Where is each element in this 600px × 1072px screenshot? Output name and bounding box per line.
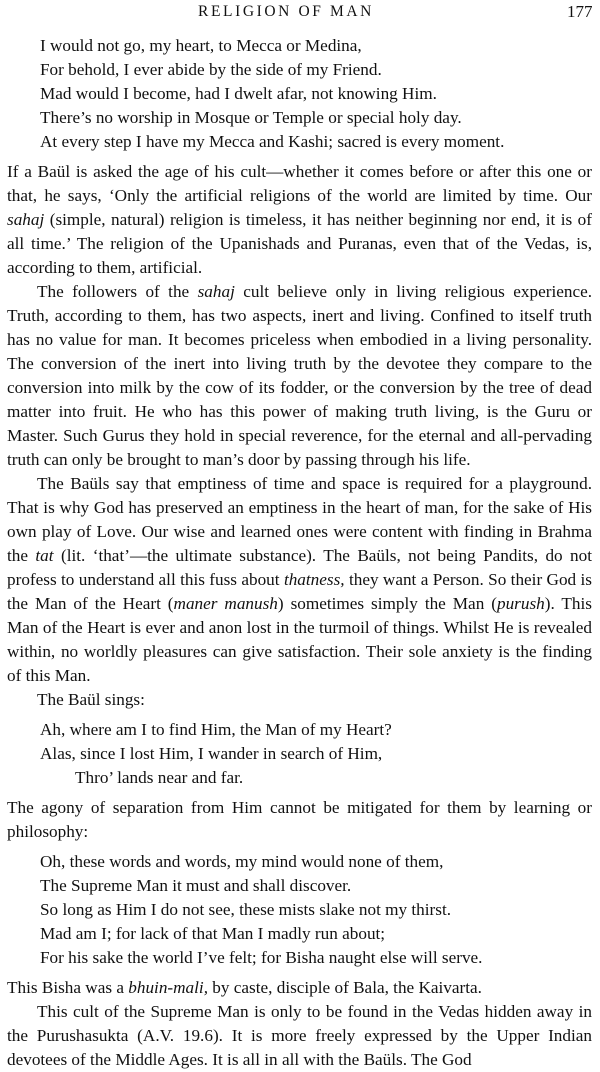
italic-term: sahaj xyxy=(197,282,235,301)
text-run: The followers of the xyxy=(37,282,198,301)
verse-line: Thro’ lands near and far. xyxy=(75,768,244,787)
paragraph-baul-sings: The Baül sings: xyxy=(37,690,145,709)
paragraph-supreme-man-cult: This cult of the Supreme Man is only to be found in the Vedas hidden away in the Purushasukta (A.V. 19.6). It is more freely expressed by the Upper Indian devotees of the Middle Ages. It is all in all with the Baüls. The God xyxy=(7,1002,592,1069)
text-run: (lit. ‘that’—the ultimate substance). The Baüls, not being Pandits, do not profess to understand all this fuss about xyxy=(7,546,592,589)
italic-term: sahaj xyxy=(7,210,45,229)
text-run: they want a Person. So their God is the Man of the Heart ( xyxy=(7,570,592,613)
verse-line: For behold, I ever abide by the side of my Friend. xyxy=(40,60,382,79)
verse-line: For his sake the world I’ve felt; for Bisha naught else will serve. xyxy=(40,948,483,967)
verse-line: Mad am I; for lack of that Man I madly run about; xyxy=(40,924,386,943)
page-header xyxy=(0,0,600,24)
page-number: 177 xyxy=(567,2,593,21)
verse-line: Ah, where am I to find Him, the Man of my Heart? xyxy=(40,720,392,739)
text-run: If a Baül is asked the age of his cult—whether it comes before or after this one or that, he says, ‘Only the artificial religions of the world are limited by time. Our xyxy=(7,162,592,205)
verse-line: Alas, since I lost Him, I wander in search of Him, xyxy=(40,744,383,763)
verse-line: I would not go, my heart, to Mecca or Medina, xyxy=(40,36,362,55)
paragraph-emptiness xyxy=(7,472,592,688)
text-run: This Bisha was a xyxy=(7,978,129,997)
text-run: The Baüls say that emptiness of time and space is required for a playground. That is why God has preserved an emptiness in the heart of man, for the sake of His own play of Love. Our wise and learned ones were content with finding in Brahma the xyxy=(7,474,592,565)
paragraph-agony: The agony of separation from Him cannot be mitigated for them by learning or philosophy: xyxy=(7,798,592,841)
verse-mecca xyxy=(7,34,592,154)
verse-supreme-man xyxy=(7,850,592,970)
text-run: (simple, natural) religion is timeless, it has neither beginning nor end, it is of all time.’ The religion of the Upanishads and Puranas, even that of the Vedas, is, according to them, artificial. xyxy=(7,210,592,277)
running-title: RELIGION OF MAN xyxy=(198,3,374,20)
verse-line: Mad would I become, had I dwelt afar, not knowing Him. xyxy=(40,84,437,103)
verse-man-of-heart xyxy=(7,718,592,790)
italic-term: thatness, xyxy=(283,570,345,589)
italic-term: maner manush xyxy=(173,594,278,613)
text-run: ) sometimes simply the Man ( xyxy=(277,594,497,613)
paragraph-age-of-cult xyxy=(7,160,592,280)
verse-line: So long as Him I do not see, these mists slake not my thirst. xyxy=(40,900,452,919)
page-body xyxy=(7,34,592,1072)
verse-line: There’s no worship in Mosque or Temple or special holy day. xyxy=(40,108,462,127)
paragraph-sahaj-cult xyxy=(7,280,592,472)
text-run: cult believe only in living religious experience. Truth, according to them, has two aspects, inert and living. Confined to itself truth has no value for man. It becomes priceless when embodied in a living personality. The conversion of the inert into living truth by the devotee they compare to the conversion into milk by the cow of its fodder, or the conversion by the tree of dead matter into fruit. He who has this power of making truth living, is the Guru or Master. Such Gurus they hold in special reverence, for the eternal and all-pervading truth can only be brought to man’s door by passing through his life. xyxy=(7,282,592,469)
italic-term: tat xyxy=(35,546,54,565)
verse-line: The Supreme Man it must and shall discover. xyxy=(40,876,352,895)
text-run: ). This Man of the Heart is ever and anon lost in the turmoil of things. Whilst He is revealed within, no worldly pleasures can give satisfaction. Their sole anxiety is the finding of this Man. xyxy=(7,594,592,685)
paragraph-bisha xyxy=(7,976,592,1000)
text-run: by caste, disciple of Bala, the Kaivarta. xyxy=(208,978,482,997)
verse-line: At every step I have my Mecca and Kashi; sacred is every moment. xyxy=(40,132,505,151)
verse-line: Oh, these words and words, my mind would none of them, xyxy=(40,852,444,871)
italic-term: bhuin-mali, xyxy=(128,978,208,997)
italic-term: purush xyxy=(496,594,545,613)
